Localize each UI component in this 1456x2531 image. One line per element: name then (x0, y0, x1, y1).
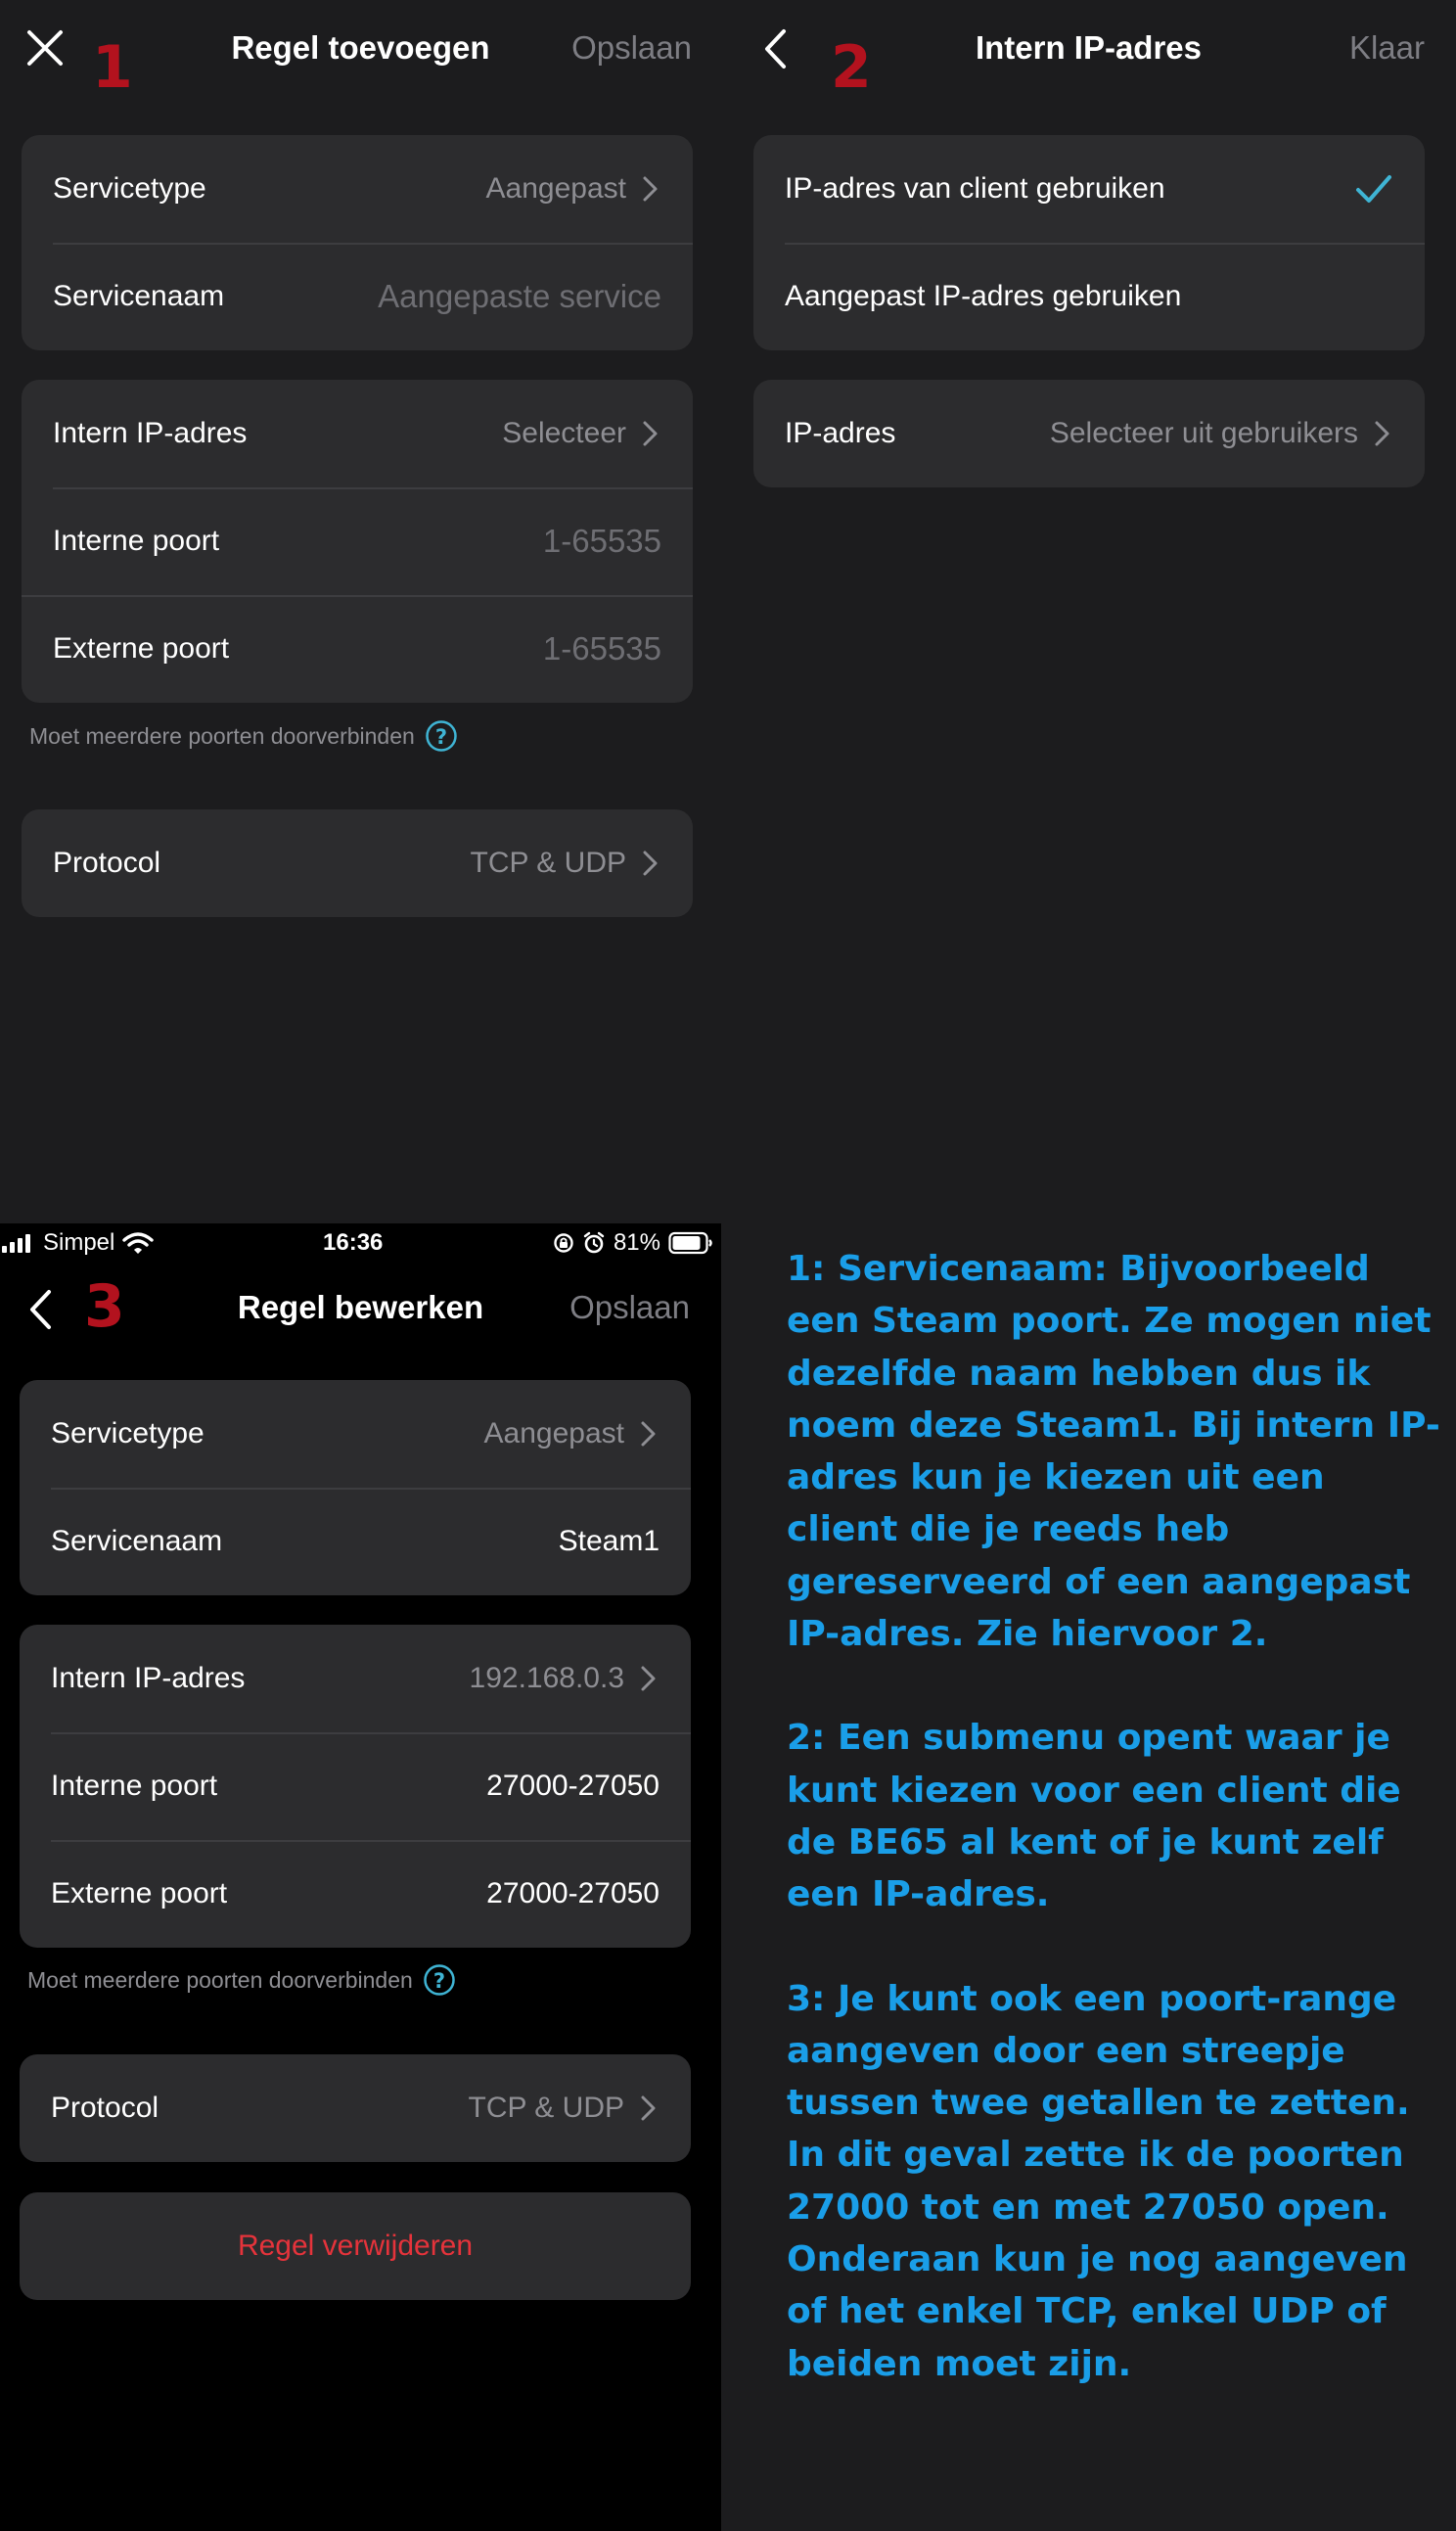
servicetype-row[interactable] (20, 1380, 691, 1488)
internal-ip-value: Selecteer (502, 417, 626, 449)
signal-icon (2, 1233, 35, 1253)
chevron-right-icon (1372, 419, 1393, 448)
option-client-ip-label: IP-adres van client gebruiken (785, 172, 1165, 205)
servicetype-value: Aangepast (485, 172, 626, 205)
page-title: Intern IP-adres (975, 29, 1203, 66)
explanation-text (787, 1243, 1442, 2442)
save-button[interactable]: Opslaan (569, 1289, 690, 1325)
delete-rule-button[interactable] (20, 2192, 691, 2300)
page-title: Regel bewerken (237, 1289, 484, 1325)
chevron-right-icon (638, 1664, 660, 1693)
help-icon[interactable] (423, 1963, 456, 1997)
explanation-step-1: 1: Servicenaam: Bijvoorbeeld een Steam poort. Ze mogen niet dezelfde naam hebben dus ik noem deze Steam1. Bij intern IP-adres kun je kiezen uit een client die je reeds heb gereserveerd of een aangepast IP-adres. Zie hiervoor 2. (787, 1249, 1440, 1655)
service-group (22, 135, 693, 350)
option-custom-ip[interactable] (753, 243, 1425, 350)
servicetype-row[interactable] (22, 135, 693, 243)
port-group (20, 1625, 691, 1948)
rotation-lock-icon (553, 1232, 574, 1254)
internal-ip-label: Intern IP-adres (51, 1662, 246, 1694)
step-marker-1: 1 (92, 33, 133, 102)
protocol-row[interactable] (20, 2054, 691, 2162)
svg-text:?: ? (434, 725, 447, 749)
multi-port-hint (27, 1963, 456, 1997)
multi-port-hint (29, 719, 458, 753)
option-custom-ip-label: Aangepast IP-adres gebruiken (785, 280, 1182, 312)
internal-port-label: Interne poort (53, 525, 220, 557)
multi-port-hint-text: Moet meerdere poorten doorverbinden (29, 722, 415, 749)
ip-address-group (753, 380, 1425, 487)
internal-port-input[interactable]: 1-65535 (542, 523, 661, 559)
explanation-step-2: 2: Een submenu opent waar je kunt kiezen voor een client die de BE65 al kent of je kunt zelf een IP-adres. (787, 1718, 1401, 1915)
external-port-input[interactable]: 1-65535 (542, 630, 661, 667)
external-port-input[interactable]: 27000-27050 (486, 1877, 660, 1910)
internal-port-row[interactable] (20, 1732, 691, 1840)
nav-bar (0, 0, 721, 102)
carrier-group (2, 1229, 154, 1257)
servicename-row[interactable] (20, 1488, 691, 1595)
ip-address-label: IP-adres (785, 417, 896, 449)
protocol-label: Protocol (51, 2092, 159, 2124)
internal-ip-row[interactable] (20, 1625, 691, 1732)
chevron-right-icon (640, 174, 661, 204)
delete-rule-label: Regel verwijderen (237, 2230, 474, 2262)
ip-address-value: Selecteer uit gebruikers (1049, 417, 1358, 449)
ip-address-row[interactable] (753, 380, 1425, 487)
protocol-label: Protocol (53, 847, 161, 879)
carrier-name: Simpel (43, 1229, 115, 1256)
step-marker-2: 2 (831, 33, 872, 102)
port-group (22, 380, 693, 703)
servicetype-label: Servicetype (51, 1417, 205, 1450)
battery-percent: 81% (613, 1229, 660, 1256)
screen-edit-rule (0, 1223, 721, 2531)
step-marker-3: 3 (84, 1272, 125, 1341)
wifi-icon (122, 1231, 154, 1255)
screen-add-rule (0, 0, 721, 1223)
nav-bar (0, 1270, 721, 1368)
servicetype-value: Aangepast (483, 1417, 624, 1450)
external-port-row[interactable] (20, 1840, 691, 1948)
protocol-group (20, 2054, 691, 2162)
servicename-input[interactable]: Aangepaste service (378, 278, 661, 314)
servicename-row[interactable] (22, 243, 693, 350)
screen-internal-ip (721, 0, 1456, 1223)
save-button[interactable]: Opslaan (571, 29, 692, 66)
external-port-label: Externe poort (53, 632, 230, 665)
protocol-row[interactable] (22, 809, 693, 917)
servicename-label: Servicenaam (53, 280, 225, 312)
battery-icon (668, 1231, 713, 1255)
protocol-group (22, 809, 693, 917)
status-right (553, 1229, 713, 1257)
alarm-icon (582, 1231, 606, 1255)
chevron-right-icon (640, 849, 661, 878)
ip-source-group (753, 135, 1425, 350)
multi-port-hint-text: Moet meerdere poorten doorverbinden (27, 1966, 413, 1993)
protocol-value: TCP & UDP (470, 847, 626, 879)
svg-text:?: ? (432, 1969, 445, 1993)
service-group (20, 1380, 691, 1595)
checkmark-icon (1354, 172, 1393, 206)
explanation-step-3: 3: Je kunt ook een poort-range aangeven door een streepje tussen twee getallen te zetten. In dit geval zette ik de poorten 27000 tot en met 27050 open. Onderaan kun je nog aangeven of het enkel TCP, enkel UDP of beiden moet zijn. (787, 1978, 1410, 2384)
chevron-right-icon (640, 419, 661, 448)
chevron-right-icon (638, 1419, 660, 1449)
explanation-panel (721, 1223, 1456, 2531)
chevron-right-icon (638, 2094, 660, 2123)
external-port-label: Externe poort (51, 1877, 228, 1910)
servicetype-label: Servicetype (53, 172, 206, 205)
delete-group (20, 2192, 691, 2300)
protocol-value: TCP & UDP (468, 2092, 624, 2124)
servicename-label: Servicenaam (51, 1525, 223, 1557)
internal-port-row[interactable] (22, 487, 693, 595)
internal-ip-label: Intern IP-adres (53, 417, 248, 449)
clock: 16:36 (323, 1229, 384, 1256)
internal-ip-value: 192.168.0.3 (469, 1662, 624, 1694)
external-port-row[interactable] (22, 595, 693, 703)
nav-bar (721, 0, 1456, 102)
internal-ip-row[interactable] (22, 380, 693, 487)
option-client-ip[interactable] (753, 135, 1425, 243)
page-title: Regel toevoegen (231, 29, 490, 66)
help-icon[interactable] (425, 719, 458, 753)
status-bar (0, 1223, 721, 1263)
internal-port-input[interactable]: 27000-27050 (486, 1770, 660, 1802)
servicename-input[interactable]: Steam1 (558, 1525, 660, 1557)
done-button[interactable]: Klaar (1348, 29, 1425, 66)
internal-port-label: Interne poort (51, 1770, 218, 1802)
